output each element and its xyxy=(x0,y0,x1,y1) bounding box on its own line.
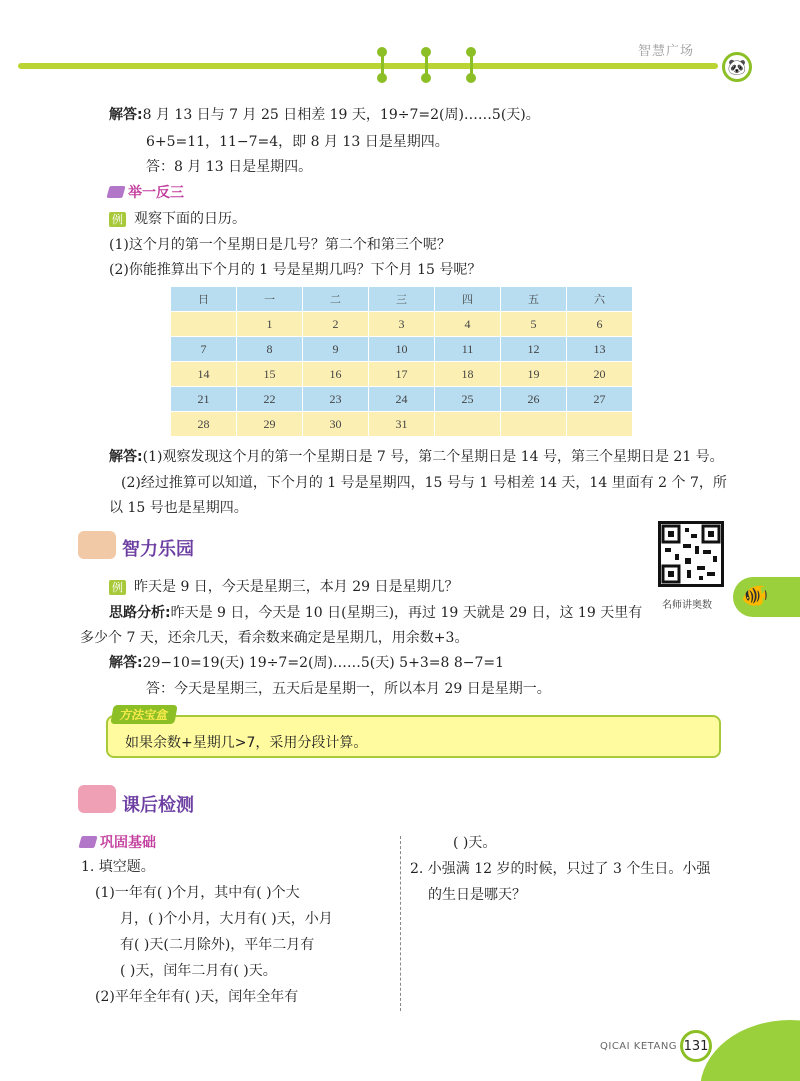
extension-question-1: (1)这个月的第一个星期日是几号？第二个和第三个呢？ xyxy=(109,237,451,253)
prompt-text: 观察下面的日历。 xyxy=(134,211,246,227)
calendar-day: 12 xyxy=(501,337,567,362)
calendar-day: 17 xyxy=(369,362,435,387)
calendar-day xyxy=(501,412,567,437)
calendar-day xyxy=(567,412,633,437)
calendar-day: 14 xyxy=(171,362,237,387)
header-rule xyxy=(18,63,718,69)
exercise-line: ( )天。 xyxy=(453,835,497,851)
calendar-day: 22 xyxy=(237,387,303,412)
calendar-day: 13 xyxy=(567,337,633,362)
calendar-day: 27 xyxy=(567,387,633,412)
qr-code-icon[interactable] xyxy=(658,521,724,587)
calendar-day: 4 xyxy=(435,312,501,337)
example-tag: 例 xyxy=(109,212,126,227)
calendar-week-row xyxy=(171,312,633,337)
calendar-day: 2 xyxy=(303,312,369,337)
calendar-day: 7 xyxy=(171,337,237,362)
exercise-line: (1)一年有( )个月，其中有( )个大 xyxy=(95,885,300,901)
extension-question-2: (2)你能推算出下个月的 1 号是星期几吗？下个月 15 号呢？ xyxy=(109,262,482,278)
weekday-header: 二 xyxy=(303,287,369,312)
weekday-header: 六 xyxy=(567,287,633,312)
binder-pin-icon xyxy=(421,47,431,83)
solution2-line2: (2)经过推算可以知道，下个月的 1 号是星期四，15 号与 1 号相差 14 天，14 里面有 2 个 7，所 xyxy=(121,475,727,491)
exercise-line: 有( )天(二月除外)，平年二月有 xyxy=(120,937,315,953)
weekday-header: 日 xyxy=(171,287,237,312)
solution-text: 8 月 13 日与 7 月 25 日相差 19 天，19÷7=2(周)……5(天)。 xyxy=(142,107,540,123)
zhili-heading: 智力乐园 xyxy=(122,539,194,560)
answer-label: 解答: xyxy=(109,449,143,465)
answer-label: 解答: xyxy=(109,655,143,671)
zhili-answer-line1 xyxy=(109,652,504,672)
calendar-week-row xyxy=(171,412,633,437)
fish-icon: 🐠 xyxy=(741,584,769,609)
zhili-analysis-line2: 多少个 7 天，还余几天，看余数来确定是星期几，用余数+3。 xyxy=(80,630,469,646)
corner-decoration xyxy=(700,1020,800,1081)
exercise-line: 月，( )个小月，大月有( )天，小月 xyxy=(120,911,333,927)
calendar-day: 9 xyxy=(303,337,369,362)
puzzle-park-icon xyxy=(78,531,116,559)
extension-prompt xyxy=(109,208,246,228)
column-divider xyxy=(400,836,401,1011)
extension-heading-label: 举一反三 xyxy=(128,185,184,201)
method-tag: 方法宝盒 xyxy=(110,705,177,724)
calendar-day: 11 xyxy=(435,337,501,362)
calendar-day: 26 xyxy=(501,387,567,412)
calendar-day xyxy=(171,312,237,337)
solution1-line3: 答：8 月 13 日是星期四。 xyxy=(146,159,313,175)
calendar-week-row xyxy=(171,337,633,362)
book-icon xyxy=(78,836,97,848)
question-text: 昨天是 9 日，今天是星期三，本月 29 日是星期几？ xyxy=(134,579,459,595)
extension-heading xyxy=(108,182,184,202)
analysis-text: 昨天是 9 日，今天是 10 日(星期三)，再过 19 天就是 29 日，这 19 天里有 xyxy=(170,605,643,621)
calendar-day: 20 xyxy=(567,362,633,387)
zhili-answer-line2: 答：今天是星期三，五天后是星期一，所以本月 29 日是星期一。 xyxy=(146,681,551,697)
calendar-day: 5 xyxy=(501,312,567,337)
calendar-day: 6 xyxy=(567,312,633,337)
calendar-day: 15 xyxy=(237,362,303,387)
calendar-header-row xyxy=(171,287,633,312)
zhili-analysis-line1 xyxy=(109,602,642,622)
consolidation-heading-label: 巩固基础 xyxy=(100,835,156,851)
calendar-day: 8 xyxy=(237,337,303,362)
exercise-line: 的生日是哪天？ xyxy=(428,887,526,903)
calendar-day: 3 xyxy=(369,312,435,337)
answer-label: 解答: xyxy=(109,107,143,123)
consolidation-heading xyxy=(80,832,156,852)
calendar-day: 19 xyxy=(501,362,567,387)
weekday-header: 一 xyxy=(237,287,303,312)
calendar-day: 25 xyxy=(435,387,501,412)
after-class-icon xyxy=(78,785,116,813)
page-number: 131 xyxy=(680,1030,712,1062)
calendar-day: 24 xyxy=(369,387,435,412)
after-class-heading: 课后检测 xyxy=(122,795,194,816)
weekday-header: 五 xyxy=(501,287,567,312)
zhili-question xyxy=(109,576,459,596)
calendar-day: 31 xyxy=(369,412,435,437)
exercise-line: ( )天，闰年二月有( )天。 xyxy=(120,963,277,979)
calendar-day xyxy=(435,412,501,437)
calendar-day: 1 xyxy=(237,312,303,337)
mascot-icon: 🐼 xyxy=(722,52,752,82)
calendar-week-row xyxy=(171,387,633,412)
weekday-header: 三 xyxy=(369,287,435,312)
solution1-line1 xyxy=(109,104,540,124)
section-header-title: 智慧广场 xyxy=(638,44,695,59)
exercise-line: 2. 小强满 12 岁的时候，只过了 3 个生日。小强 xyxy=(410,861,711,877)
solution2-line1 xyxy=(109,446,724,466)
binder-pin-icon xyxy=(377,47,387,83)
solution2-line3: 以 15 号也是星期四。 xyxy=(109,500,248,516)
calendar-day: 10 xyxy=(369,337,435,362)
calendar-day: 30 xyxy=(303,412,369,437)
book-icon xyxy=(106,186,125,198)
calendar-day: 23 xyxy=(303,387,369,412)
exercise-line: (2)平年全年有( )天，闰年全年有 xyxy=(95,989,299,1005)
qr-pattern-icon xyxy=(661,524,721,584)
calendar-day: 21 xyxy=(171,387,237,412)
analysis-label: 思路分析: xyxy=(109,605,171,621)
calendar-day: 16 xyxy=(303,362,369,387)
calendar-day: 29 xyxy=(237,412,303,437)
answer-text: 29−10=19(天) 19÷7=2(周)……5(天) 5+3=8 8−7=1 xyxy=(142,655,504,671)
calendar-day: 28 xyxy=(171,412,237,437)
footer-brand: QICAI KETANG xyxy=(600,1041,678,1052)
solution-text: (1)观察发现这个月的第一个星期日是 7 号，第二个星期日是 14 号，第三个星期日是 21 号。 xyxy=(142,449,724,465)
calendar-day: 18 xyxy=(435,362,501,387)
solution1-line2: 6+5=11，11−7=4，即 8 月 13 日是星期四。 xyxy=(146,134,449,150)
calendar-week-row xyxy=(171,362,633,387)
calendar-table xyxy=(170,286,633,437)
qr-caption: 名师讲奥数 xyxy=(662,600,712,611)
example-tag: 例 xyxy=(109,580,126,595)
method-text: 如果余数+星期几>7，采用分段计算。 xyxy=(125,735,368,751)
binder-pin-icon xyxy=(466,47,476,83)
weekday-header: 四 xyxy=(435,287,501,312)
exercise-line: 1. 填空题。 xyxy=(81,859,155,875)
